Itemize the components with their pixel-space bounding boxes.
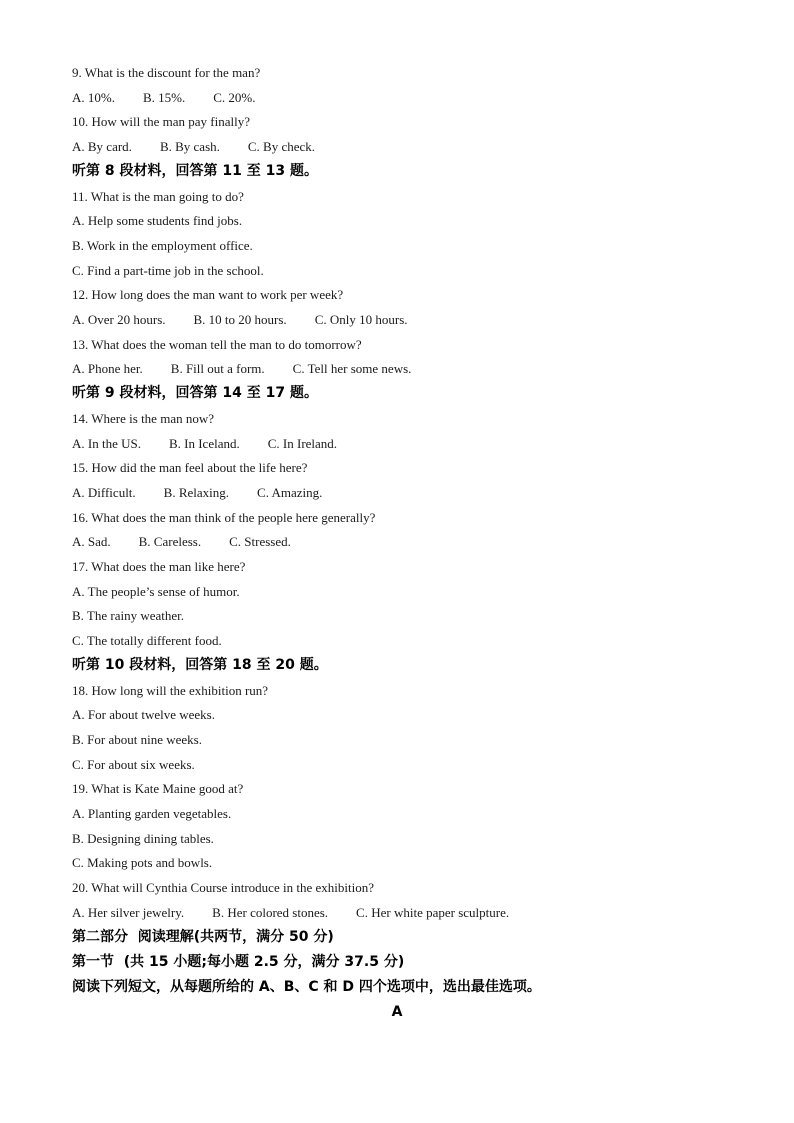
question-17: 17. What does the man like here? [72, 559, 246, 574]
option-a: A. Over 20 hours. [72, 312, 166, 327]
passage-8-heading: 听第 8 段材料，回答第 11 至 13 题。 [72, 163, 318, 179]
passage-9-heading: 听第 9 段材料，回答第 14 至 17 题。 [72, 385, 318, 401]
question-11: 11. What is the man going to do? [72, 189, 244, 204]
option-a: A. Difficult. [72, 485, 136, 500]
option-c: C. In Ireland. [267, 436, 338, 451]
option-c: C. By check. [247, 139, 316, 154]
question-12: 12. How long does the man want to work per week? [72, 287, 344, 302]
options-15 [72, 485, 322, 501]
option-b: B. By cash. [159, 139, 220, 154]
section-1-heading: 第一节 (共 15 小题;每小题 2.5 分，满分 37.5 分) [72, 954, 405, 970]
option-c: C. Amazing. [257, 485, 323, 500]
option-a: A. By card. [72, 139, 132, 154]
option-c: C. Her white paper sculpture. [356, 905, 510, 920]
option-19-c: C. Making pots and bowls. [72, 855, 213, 870]
option-b: B. Her colored stones. [212, 905, 329, 920]
option-b: B. 10 to 20 hours. [193, 312, 287, 327]
reading-instruction: 阅读下列短文，从每题所给的 A、B、C 和 D 四个选项中，选出最佳选项。 [72, 979, 541, 995]
option-b: B. Relaxing. [163, 485, 230, 500]
option-a: A. Phone her. [72, 361, 143, 376]
question-20: 20. What will Cynthia Course introduce in the exhibition? [72, 880, 374, 895]
option-17-a: A. The people’s sense of humor. [72, 584, 240, 599]
question-14: 14. Where is the man now? [72, 411, 214, 426]
question-9: 9. What is the discount for the man? [72, 65, 261, 80]
option-c: C. Stressed. [229, 534, 291, 549]
option-b: B. Fill out a form. [170, 361, 265, 376]
passage-10-heading: 听第 10 段材料，回答第 18 至 20 题。 [72, 657, 328, 673]
option-c: C. Tell her some news. [292, 361, 412, 376]
option-b: B. Careless. [138, 534, 202, 549]
passage-a-label: A [391, 1004, 403, 1020]
options-16 [72, 534, 291, 550]
question-13: 13. What does the woman tell the man to do tomorrow? [72, 337, 362, 352]
option-19-a: A. Planting garden vegetables. [72, 806, 232, 821]
option-11-b: B. Work in the employment office. [72, 238, 253, 253]
question-15: 15. How did the man feel about the life here? [72, 460, 308, 475]
option-11-a: A. Help some students find jobs. [72, 213, 243, 228]
option-18-c: C. For about six weeks. [72, 757, 195, 772]
part-2-heading: 第二部分 阅读理解(共两节，满分 50 分) [72, 929, 334, 945]
question-19: 19. What is Kate Maine good at? [72, 781, 244, 796]
options-9 [72, 90, 255, 106]
option-17-b: B. The rainy weather. [72, 608, 185, 623]
options-12 [72, 312, 408, 328]
question-10: 10. How will the man pay finally? [72, 114, 250, 129]
options-10 [72, 139, 315, 155]
option-a: A. 10%. [72, 90, 115, 105]
option-19-b: B. Designing dining tables. [72, 831, 214, 846]
question-16: 16. What does the man think of the people here generally? [72, 510, 376, 525]
option-18-b: B. For about nine weeks. [72, 732, 202, 747]
option-a: A. Her silver jewelry. [72, 905, 185, 920]
options-13 [72, 361, 411, 377]
options-14 [72, 436, 337, 452]
option-a: A. Sad. [72, 534, 111, 549]
option-18-a: A. For about twelve weeks. [72, 707, 215, 722]
option-17-c: C. The totally different food. [72, 633, 222, 648]
options-20 [72, 905, 509, 921]
option-c: C. Only 10 hours. [314, 312, 408, 327]
question-18: 18. How long will the exhibition run? [72, 683, 269, 698]
option-11-c: C. Find a part-time job in the school. [72, 263, 264, 278]
option-b: B. 15%. [142, 90, 186, 105]
option-c: C. 20%. [213, 90, 256, 105]
option-a: A. In the US. [72, 436, 141, 451]
option-b: B. In Iceland. [168, 436, 240, 451]
